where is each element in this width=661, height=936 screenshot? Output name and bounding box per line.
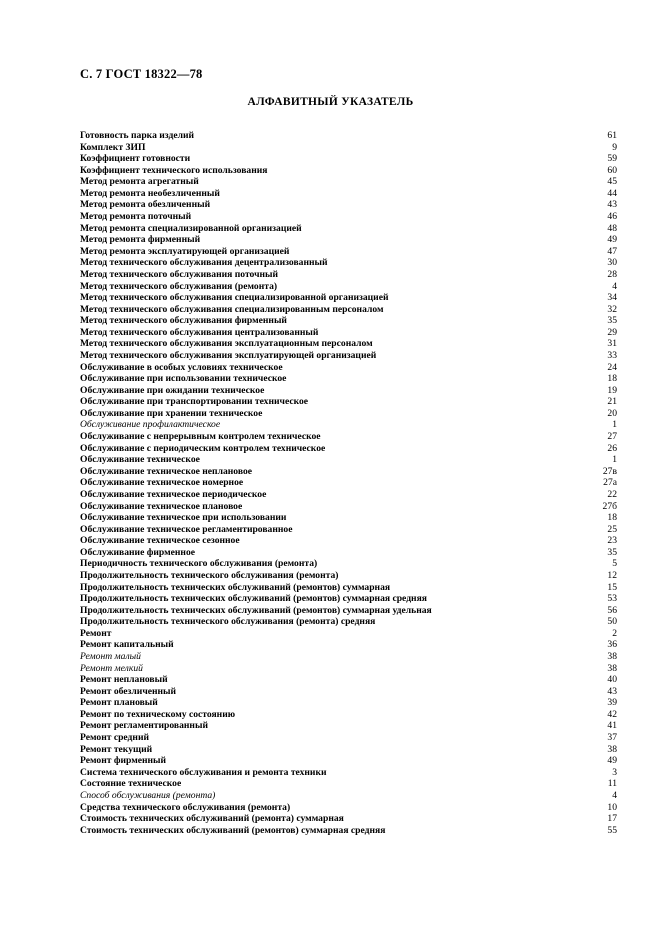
index-entry bbox=[80, 582, 617, 594]
index-entry bbox=[80, 616, 617, 628]
index-entry bbox=[80, 142, 617, 154]
index-term: Состояние техническое bbox=[80, 778, 182, 790]
index-entry bbox=[80, 431, 617, 443]
index-term: Продолжительность технических обслуживаний (ремонтов) суммарная bbox=[80, 581, 391, 593]
index-entry bbox=[80, 558, 617, 570]
index-entry bbox=[80, 651, 617, 663]
index-entry bbox=[80, 281, 617, 293]
index-entry bbox=[80, 744, 617, 756]
index-term: Ремонт мелкий bbox=[80, 662, 143, 674]
index-entry bbox=[80, 327, 617, 339]
index-page-number: 60 bbox=[607, 164, 617, 176]
index-page-number: 34 bbox=[607, 292, 617, 304]
index-page-number: 59 bbox=[607, 153, 617, 165]
index-term: Стоимость технических обслуживаний (ремонтов) суммарная средняя bbox=[80, 824, 386, 836]
index-entry bbox=[80, 570, 617, 582]
index-term: Ремонт обезличенный bbox=[80, 685, 177, 697]
index-page-number: 36 bbox=[607, 639, 617, 651]
index-entry bbox=[80, 732, 617, 744]
index-page-number: 32 bbox=[607, 303, 617, 315]
index-term: Метод технического обслуживания эксплуатационным персоналом bbox=[80, 338, 373, 350]
index-entry bbox=[80, 176, 617, 188]
index-term: Метод ремонта необезличенный bbox=[80, 187, 220, 199]
index-page-number: 23 bbox=[607, 535, 617, 547]
index-term: Ремонт текущий bbox=[80, 743, 153, 755]
index-page-number: 33 bbox=[607, 349, 617, 361]
index-entry bbox=[80, 211, 617, 223]
index-entry bbox=[80, 466, 617, 478]
index-entry bbox=[80, 674, 617, 686]
index-page-number: 44 bbox=[607, 187, 617, 199]
index-page-number: 61 bbox=[607, 130, 617, 141]
index-term: Обслуживание при хранении техническое bbox=[80, 407, 263, 419]
index-entry bbox=[80, 686, 617, 698]
index-page-number: 10 bbox=[607, 801, 617, 813]
index-page-number: 43 bbox=[607, 199, 617, 211]
index-entry bbox=[80, 188, 617, 200]
index-entry bbox=[80, 767, 617, 779]
index-entry bbox=[80, 454, 617, 466]
index-term: Продолжительность технического обслуживания (ремонта) средняя bbox=[80, 616, 376, 628]
index-page-number: 21 bbox=[607, 396, 617, 408]
index-entry bbox=[80, 130, 617, 142]
index-entry bbox=[80, 385, 617, 397]
index-entry bbox=[80, 825, 617, 837]
index-term: Обслуживание с непрерывным контролем техническое bbox=[80, 431, 321, 443]
index-entry bbox=[80, 315, 617, 327]
index-entry bbox=[80, 778, 617, 790]
index-page-number: 28 bbox=[607, 268, 617, 280]
index-entry bbox=[80, 419, 617, 431]
index-page-number: 27б bbox=[602, 500, 617, 512]
index-page-number: 4 bbox=[612, 789, 617, 801]
index-term: Обслуживание при использовании техническое bbox=[80, 373, 287, 385]
index-term: Метод технического обслуживания поточный bbox=[80, 268, 279, 280]
index-entry bbox=[80, 802, 617, 814]
index-term: Продолжительность технических обслуживаний (ремонтов) суммарная удельная bbox=[80, 604, 432, 616]
index-entry bbox=[80, 628, 617, 640]
index-term: Метод ремонта обезличенный bbox=[80, 199, 211, 211]
index-page-number: 38 bbox=[607, 743, 617, 755]
page-header: С. 7 ГОСТ 18322—78 bbox=[80, 67, 203, 81]
index-page-number: 43 bbox=[607, 685, 617, 697]
index-page-number: 27в bbox=[602, 465, 617, 477]
index-page-number: 41 bbox=[607, 720, 617, 732]
index-term: Обслуживание техническое плановое bbox=[80, 500, 243, 512]
index-entry bbox=[80, 246, 617, 258]
index-page-number: 38 bbox=[607, 651, 617, 663]
index-entry bbox=[80, 790, 617, 802]
index-term: Обслуживание профилактическое bbox=[80, 419, 221, 431]
index-page-number: 37 bbox=[607, 732, 617, 744]
index-term: Метод технического обслуживания централизованный bbox=[80, 326, 319, 338]
index-entry bbox=[80, 165, 617, 177]
index-term: Метод ремонта фирменный bbox=[80, 234, 201, 246]
index-entry bbox=[80, 639, 617, 651]
index-entry bbox=[80, 362, 617, 374]
index-entry bbox=[80, 535, 617, 547]
index-page-number: 18 bbox=[607, 373, 617, 385]
index-page-number: 49 bbox=[607, 234, 617, 246]
index-page-number: 20 bbox=[607, 407, 617, 419]
index-page-number: 4 bbox=[612, 280, 617, 292]
index-term: Метод ремонта агрегатный bbox=[80, 176, 199, 188]
index-term: Периодичность технического обслуживания (ремонта) bbox=[80, 558, 318, 570]
index-entry bbox=[80, 593, 617, 605]
index-term: Обслуживание техническое при использовании bbox=[80, 512, 287, 524]
index-entry bbox=[80, 269, 617, 281]
index-term: Обслуживание техническое номерное bbox=[80, 477, 244, 489]
index-term: Обслуживание техническое bbox=[80, 454, 200, 466]
index-page-number: 9 bbox=[612, 141, 617, 153]
index-page-number: 26 bbox=[607, 442, 617, 454]
index-term: Обслуживание при транспортировании техническое bbox=[80, 396, 309, 408]
index-entry bbox=[80, 720, 617, 732]
alphabetical-index bbox=[80, 130, 617, 836]
index-page-number: 53 bbox=[607, 593, 617, 605]
index-term: Ремонт плановый bbox=[80, 697, 158, 709]
index-page-number: 5 bbox=[612, 558, 617, 570]
index-entry bbox=[80, 292, 617, 304]
index-title: АЛФАВИТНЫЙ УКАЗАТЕЛЬ bbox=[247, 96, 414, 108]
index-term: Способ обслуживания (ремонта) bbox=[80, 789, 216, 801]
index-entry bbox=[80, 547, 617, 559]
index-page-number: 12 bbox=[607, 569, 617, 581]
index-entry bbox=[80, 199, 617, 211]
index-page-number: 17 bbox=[607, 813, 617, 825]
index-page-number: 3 bbox=[612, 766, 617, 778]
index-entry bbox=[80, 350, 617, 362]
index-entry bbox=[80, 663, 617, 675]
index-term: Обслуживание техническое регламентированное bbox=[80, 523, 293, 535]
index-entry bbox=[80, 524, 617, 536]
index-page-number: 1 bbox=[612, 454, 617, 466]
index-term: Коэффициент готовности bbox=[80, 153, 191, 165]
index-page-number: 38 bbox=[607, 662, 617, 674]
index-page-number: 27 bbox=[607, 431, 617, 443]
index-term: Обслуживание с периодическим контролем техническое bbox=[80, 442, 326, 454]
index-page-number: 30 bbox=[607, 257, 617, 269]
index-entry bbox=[80, 338, 617, 350]
index-term: Комплект ЗИП bbox=[80, 141, 146, 153]
index-page-number: 29 bbox=[607, 326, 617, 338]
index-term: Метод ремонта специализированной организацией bbox=[80, 222, 302, 234]
index-page-number: 42 bbox=[607, 708, 617, 720]
index-entry bbox=[80, 605, 617, 617]
index-term: Обслуживание техническое периодическое bbox=[80, 488, 267, 500]
index-term: Метод ремонта эксплуатирующей организацией bbox=[80, 245, 290, 257]
index-term: Обслуживание в особых условиях техническое bbox=[80, 361, 283, 373]
index-entry bbox=[80, 512, 617, 524]
index-term: Ремонт регламентированный bbox=[80, 720, 208, 732]
index-page-number: 15 bbox=[607, 581, 617, 593]
index-page-number: 46 bbox=[607, 211, 617, 223]
index-entry bbox=[80, 489, 617, 501]
index-page-number: 40 bbox=[607, 674, 617, 686]
index-term: Ремонт малый bbox=[80, 651, 141, 663]
index-page-number: 35 bbox=[607, 315, 617, 327]
index-term: Обслуживание фирменное bbox=[80, 546, 196, 558]
index-page-number: 55 bbox=[607, 824, 617, 836]
index-entry bbox=[80, 813, 617, 825]
index-page-number: 24 bbox=[607, 361, 617, 373]
index-term: Система технического обслуживания и ремонта техники bbox=[80, 766, 327, 778]
index-term: Метод ремонта поточный bbox=[80, 211, 192, 223]
index-term: Коэффициент технического использования bbox=[80, 164, 268, 176]
index-entry bbox=[80, 697, 617, 709]
index-entry bbox=[80, 443, 617, 455]
index-term: Средства технического обслуживания (ремонта) bbox=[80, 801, 291, 813]
index-page-number: 27а bbox=[603, 477, 617, 489]
index-page-number: 25 bbox=[607, 523, 617, 535]
index-entry bbox=[80, 396, 617, 408]
index-entry bbox=[80, 709, 617, 721]
index-term: Ремонт фирменный bbox=[80, 755, 167, 767]
index-entry bbox=[80, 373, 617, 385]
index-entry bbox=[80, 153, 617, 165]
index-page-number: 31 bbox=[607, 338, 617, 350]
index-entry bbox=[80, 257, 617, 269]
index-term: Метод технического обслуживания эксплуатирующей организацией bbox=[80, 349, 377, 361]
index-page-number: 19 bbox=[607, 384, 617, 396]
index-page-number: 49 bbox=[607, 755, 617, 767]
index-page-number: 47 bbox=[607, 245, 617, 257]
index-term: Продолжительность технических обслуживаний (ремонтов) суммарная средняя bbox=[80, 593, 427, 605]
index-term: Ремонт по техническому состоянию bbox=[80, 708, 236, 720]
index-term: Ремонт средний bbox=[80, 732, 149, 744]
index-page-number: 50 bbox=[607, 616, 617, 628]
index-term: Метод технического обслуживания специализированной организацией bbox=[80, 292, 389, 304]
index-page-number: 35 bbox=[607, 546, 617, 558]
index-page-number: 11 bbox=[607, 778, 617, 790]
index-term: Метод технического обслуживания децентрализованный bbox=[80, 257, 328, 269]
index-entry bbox=[80, 223, 617, 235]
index-entry bbox=[80, 408, 617, 420]
index-page-number: 56 bbox=[607, 604, 617, 616]
index-term: Ремонт bbox=[80, 627, 112, 639]
index-entry bbox=[80, 755, 617, 767]
index-term: Обслуживание при ожидании техническое bbox=[80, 384, 265, 396]
index-page-number: 18 bbox=[607, 512, 617, 524]
index-term: Готовность парка изделий bbox=[80, 130, 195, 141]
index-term: Ремонт неплановый bbox=[80, 674, 168, 686]
index-entry bbox=[80, 234, 617, 246]
index-term: Ремонт капитальный bbox=[80, 639, 174, 651]
index-page-number: 22 bbox=[607, 488, 617, 500]
index-entry bbox=[80, 477, 617, 489]
index-term: Метод технического обслуживания специализированным персоналом bbox=[80, 303, 384, 315]
index-entry bbox=[80, 304, 617, 316]
index-term: Метод технического обслуживания (ремонта) bbox=[80, 280, 278, 292]
index-term: Обслуживание техническое сезонное bbox=[80, 535, 240, 547]
index-term: Метод технического обслуживания фирменный bbox=[80, 315, 287, 327]
index-page-number: 45 bbox=[607, 176, 617, 188]
index-page-number: 39 bbox=[607, 697, 617, 709]
index-term: Продолжительность технического обслуживания (ремонта) bbox=[80, 569, 339, 581]
index-page-number: 1 bbox=[612, 419, 617, 431]
index-term: Обслуживание техническое неплановое bbox=[80, 465, 253, 477]
index-page-number: 2 bbox=[612, 627, 617, 639]
index-page-number: 48 bbox=[607, 222, 617, 234]
index-entry bbox=[80, 501, 617, 513]
index-term: Стоимость технических обслуживаний (ремонта) суммарная bbox=[80, 813, 344, 825]
